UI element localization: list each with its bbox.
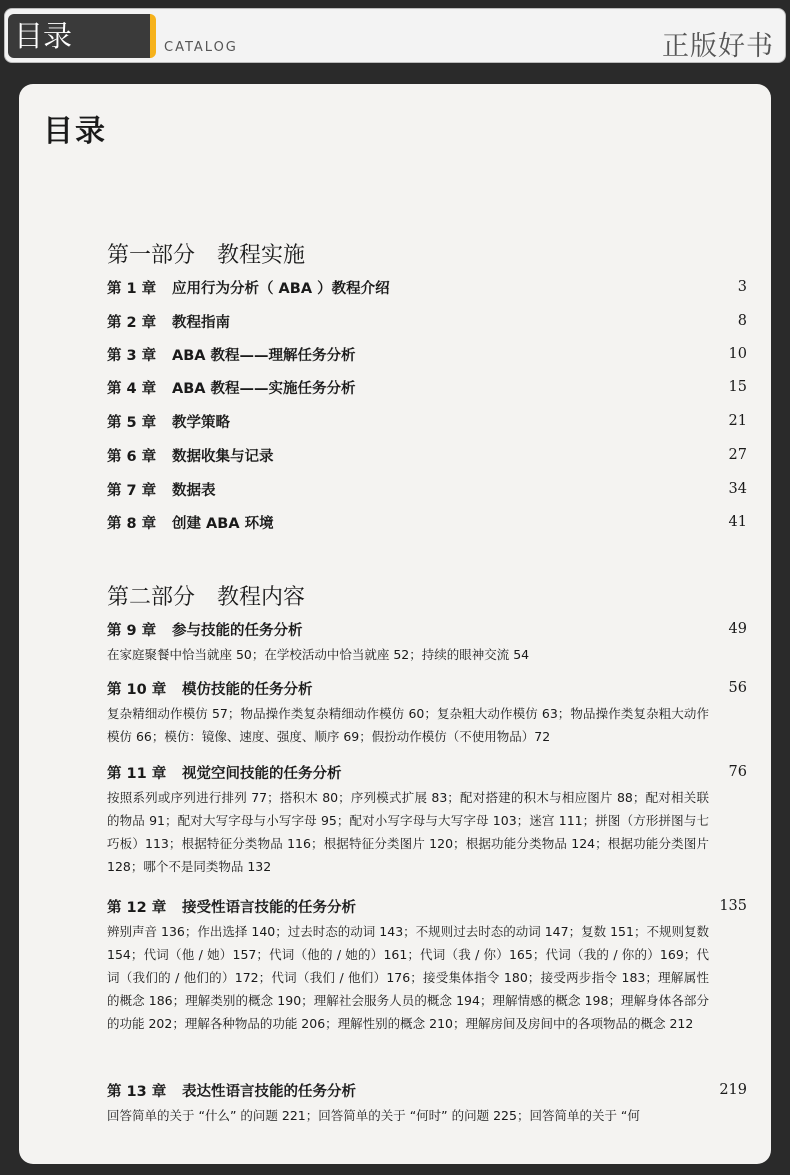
chapter-row	[107, 411, 747, 435]
chapter-page: 49	[728, 621, 747, 637]
chapter-row	[107, 678, 747, 702]
chapter-subsections: 辨别声音 136；作出选择 140；过去时态的动词 143；不规则过去时态的动词 147；复数 151；不规则复数 154；代词（他 / 她）157；代词（他的 / 她的）161；代词（我 / 你）165；代词（我的 / 你的）169；代词（我们的 / 他们的）172；代词（我们 / 他们）176；接受集体指令 180；接受两步指令 183；理解属性的概念 186；理解类别的概念 190；理解社会服务人员的概念 194；理解情感的概念 198；理解身体各部分的功能 202；理解各种物品的功能 206；理解性别的概念 210；理解房间及房间中的各项物品的概念 212	[107, 924, 709, 1031]
brand-text: 正版好书	[662, 31, 774, 62]
chapter-title: 应用行为分析（ ABA ）教程介绍	[172, 281, 390, 297]
chapter-row	[107, 619, 747, 643]
part-title: 第一部分 教程实施	[107, 243, 306, 268]
chapter-row	[107, 344, 747, 368]
chapter-row	[107, 1080, 747, 1104]
catalog-tab-label: 目录	[14, 19, 73, 53]
chapter-page: 8	[737, 313, 747, 329]
chapter-number: 第 11 章	[107, 766, 167, 782]
chapter-number: 第 8 章	[107, 516, 157, 532]
header-bar	[0, 0, 790, 70]
toc-page	[19, 84, 771, 1164]
chapter-title: 数据表	[172, 483, 216, 499]
chapter-row	[107, 762, 747, 786]
chapter-page: 3	[737, 279, 747, 295]
chapter-row	[107, 445, 747, 469]
chapter-title: 视觉空间技能的任务分析	[182, 766, 342, 782]
chapter-page: 21	[728, 413, 747, 429]
catalog-subtitle: CATALOG	[164, 40, 238, 55]
chapter-row	[107, 311, 747, 335]
chapter-page: 10	[728, 346, 747, 362]
chapter-title: 模仿技能的任务分析	[182, 682, 313, 698]
chapter-number: 第 10 章	[107, 682, 167, 698]
chapter-row	[107, 896, 747, 920]
chapter-row	[107, 377, 747, 401]
chapter-subsections: 回答简单的关于 “什么” 的问题 221；回答简单的关于 “何时” 的问题 225；回答简单的关于 “何	[107, 1108, 640, 1123]
chapter-title: 参与技能的任务分析	[172, 623, 303, 639]
chapter-title: 表达性语言技能的任务分析	[182, 1084, 356, 1100]
part-title: 第二部分 教程内容	[107, 585, 306, 610]
chapter-number: 第 5 章	[107, 415, 157, 431]
chapter-page: 41	[728, 514, 747, 530]
chapter-title: 教程指南	[172, 315, 230, 331]
chapter-page: 56	[728, 680, 747, 696]
chapter-page: 76	[728, 764, 747, 780]
chapter-title: 接受性语言技能的任务分析	[182, 900, 356, 916]
chapter-title: 数据收集与记录	[172, 449, 274, 465]
chapter-subsections: 按照系列或序列进行排列 77；搭积木 80；序列模式扩展 83；配对搭建的积木与相应图片 88；配对相关联的物品 91；配对大写字母与小写字母 95；配对小写字母与大写字母 103；迷宫 111；拼图（方形拼图与七巧板）113；根据特征分类物品 116；根据特征分类图片 120；根据功能分类物品 124；根据功能分类图片 128；哪个不是同类物品 132	[107, 790, 709, 874]
chapter-title: 教学策略	[172, 415, 230, 431]
chapter-title: 创建 ABA 环境	[172, 516, 274, 532]
chapter-number: 第 6 章	[107, 449, 157, 465]
chapter-subsections: 复杂精细动作模仿 57；物品操作类复杂精细动作模仿 60；复杂粗大动作模仿 63；物品操作类复杂粗大动作模仿 66；模仿：镜像、速度、强度、顺序 69；假扮动作模仿（不使用物品）72	[107, 706, 709, 744]
chapter-number: 第 1 章	[107, 281, 157, 297]
chapter-row	[107, 277, 747, 301]
chapter-page: 135	[719, 898, 747, 914]
chapter-row	[107, 512, 747, 536]
chapter-number: 第 7 章	[107, 483, 157, 499]
chapter-number: 第 12 章	[107, 900, 167, 916]
chapter-title: ABA 教程——理解任务分析	[172, 348, 356, 364]
chapter-number: 第 4 章	[107, 381, 157, 397]
chapter-title: ABA 教程——实施任务分析	[172, 381, 356, 397]
chapter-number: 第 3 章	[107, 348, 157, 364]
chapter-page: 34	[728, 481, 747, 497]
chapter-page: 27	[728, 447, 747, 463]
chapter-page: 219	[719, 1082, 747, 1098]
chapter-page: 15	[728, 379, 747, 395]
page-title: 目录	[43, 114, 107, 149]
chapter-number: 第 9 章	[107, 623, 157, 639]
chapter-number: 第 2 章	[107, 315, 157, 331]
chapter-subsections: 在家庭聚餐中恰当就座 50；在学校活动中恰当就座 52；持续的眼神交流 54	[107, 647, 530, 662]
chapter-number: 第 13 章	[107, 1084, 167, 1100]
chapter-row	[107, 479, 747, 503]
